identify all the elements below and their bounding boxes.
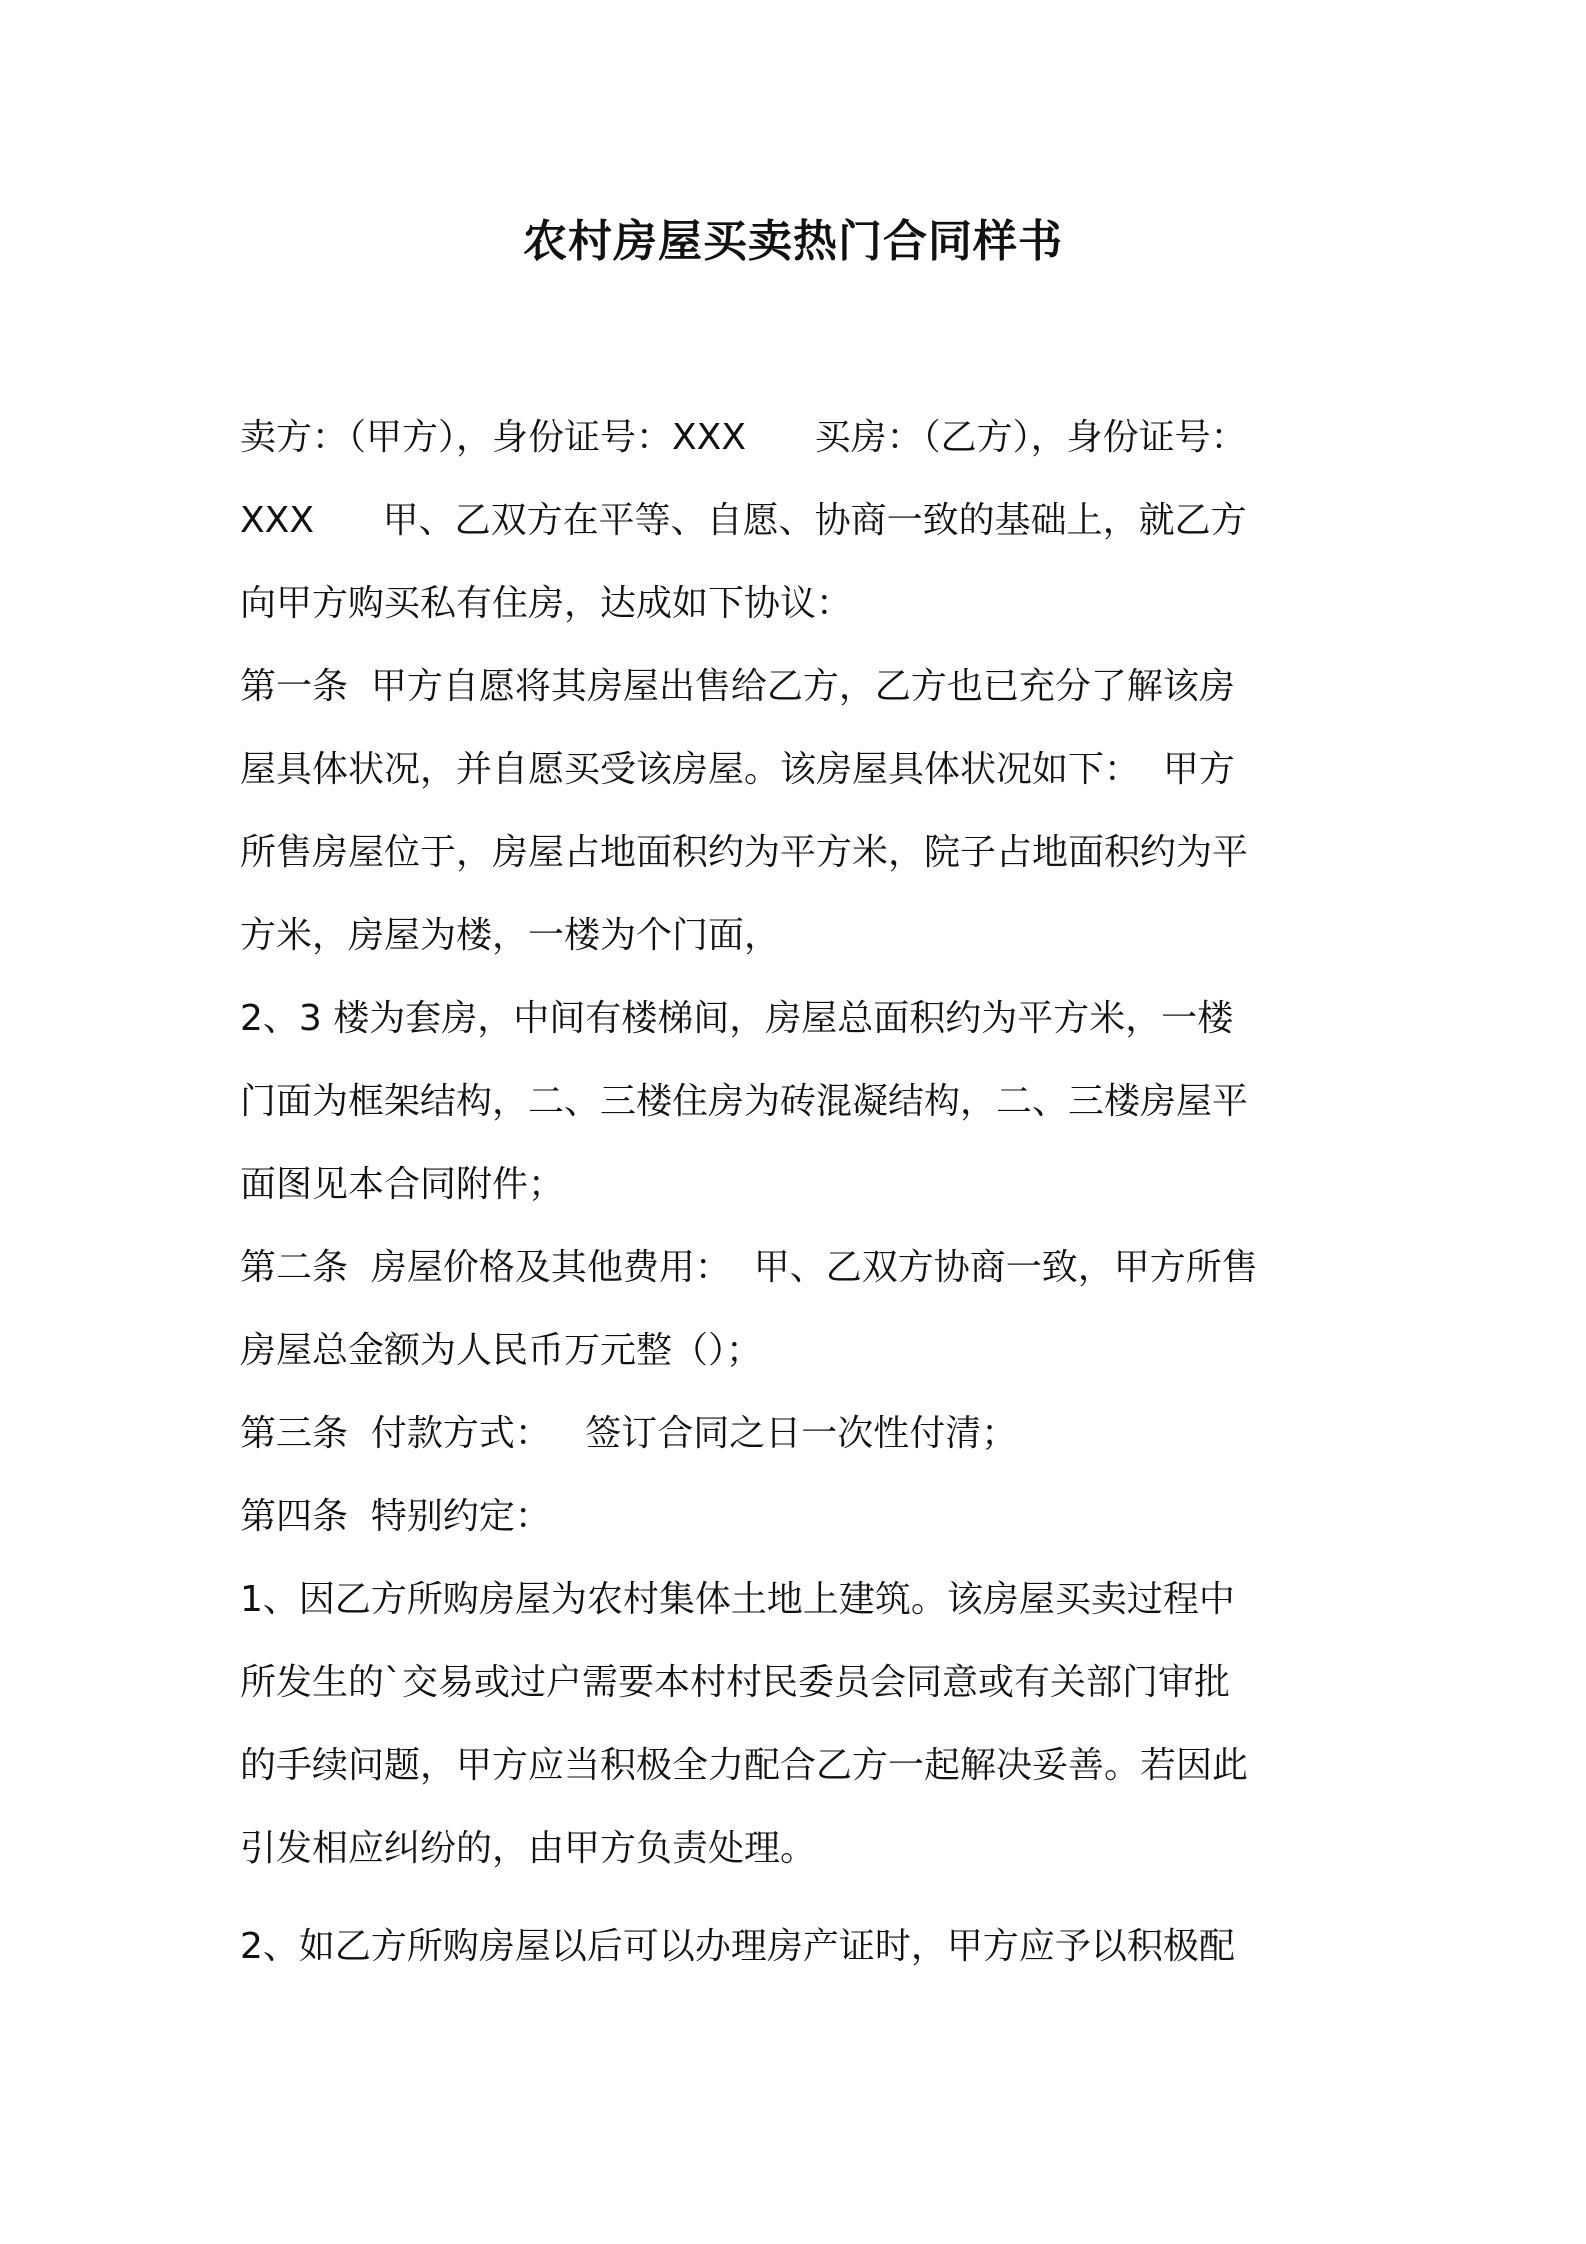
text-line: 门面为框架结构，二、三楼住房为砖混凝结构，二、三楼房屋平	[240, 1081, 1249, 1122]
text-line: 第二条 房屋价格及其他费用： 甲、乙双方协商一致，甲方所售	[240, 1247, 1258, 1288]
text-line: 引发相应纠纷的，由甲方负责处理。	[240, 1828, 817, 1869]
text-line: 房屋总金额为人民币万元整（）；	[240, 1330, 763, 1371]
text-line: 2、3 楼为套房，中间有楼梯间，房屋总面积约为平方米，一楼	[240, 998, 1234, 1039]
text-line: 方米，房屋为楼，一楼为个门面，	[240, 915, 781, 956]
text-line: 向甲方购买私有住房，达成如下协议：	[240, 583, 853, 624]
text-line: 卖方：（甲方），身份证号：XXX 买房：（乙方），身份证号：	[240, 417, 1247, 458]
text-line: 1、因乙方所购房屋为农村集体土地上建筑。该房屋买卖过程中	[240, 1579, 1235, 1620]
text-line: 屋具体状况，并自愿买受该房屋。该房屋具体状况如下： 甲方	[240, 749, 1235, 790]
text-line: XXX 甲、乙双方在平等、自愿、协商一致的基础上，就乙方	[240, 500, 1247, 541]
document-title: 农村房屋买卖热门合同样书	[523, 216, 1063, 267]
text-line: 的手续问题，甲方应当积极全力配合乙方一起解决妥善。若因此	[240, 1745, 1249, 1786]
text-line: 第一条 甲方自愿将其房屋出售给乙方，乙方也已充分了解该房	[240, 666, 1235, 707]
text-line: 所发生的`交易或过户需要本村村民委员会同意或有关部门审批	[240, 1662, 1231, 1703]
text-line: 第四条 特别约定：	[240, 1496, 551, 1537]
text-line: 面图见本合同附件；	[240, 1164, 565, 1205]
text-line: 第三条 付款方式： 签订合同之日一次性付清；	[240, 1413, 1018, 1454]
text-line: 所售房屋位于，房屋占地面积约为平方米，院子占地面积约为平	[240, 832, 1249, 873]
text-line: 2、如乙方所购房屋以后可以办理房产证时，甲方应予以积极配	[240, 1926, 1235, 1967]
